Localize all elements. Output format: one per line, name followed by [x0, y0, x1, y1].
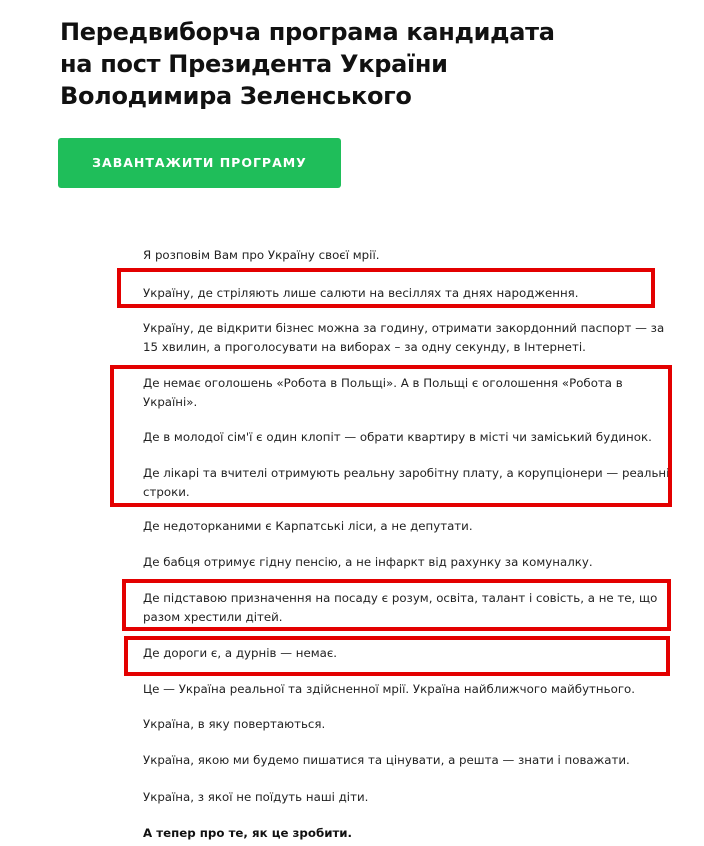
paragraph-line: Україну, де відкрити бізнес можна за годину, отримати закордонний паспорт — за	[143, 321, 665, 335]
paragraph-line: строки.	[143, 485, 190, 499]
paragraph-line: Де підставою призначення на посаду є розум, освіта, талант і совість, а не те, що	[143, 591, 658, 605]
highlight-box-fireworks	[117, 268, 655, 308]
page-title-line-2: на пост Президента України	[60, 50, 448, 78]
highlight-box-roads	[124, 636, 670, 676]
paragraph-line: Це — Україна реальної та здійсненної мрії. Україна найближчого майбутнього.	[143, 682, 635, 696]
download-program-button[interactable]: ЗАВАНТАЖИТИ ПРОГРАМУ	[58, 138, 341, 188]
paragraph-line: Де недоторканими є Карпатські ліси, а не депутати.	[143, 519, 473, 533]
paragraph-line: Я розповім Вам про Україну своєї мрії.	[143, 248, 380, 262]
highlight-box-poland-family-doctors	[110, 365, 672, 507]
paragraph-pension	[143, 553, 663, 572]
highlight-box-appointments	[122, 579, 671, 631]
paragraph-dream-intro	[143, 246, 663, 265]
paragraph-line: Україну, де стріляють лише салюти на весіллях та днях народження.	[143, 286, 579, 300]
paragraph-line: Україні».	[143, 395, 198, 409]
paragraph-business	[143, 319, 663, 357]
paragraph-line: Де бабця отримує гідну пенсію, а не інфаркт від рахунку за комуналку.	[143, 555, 593, 569]
paragraph-line: Де немає оголошень «Робота в Польщі». А в Польщі є оголошення «Робота в	[143, 376, 623, 390]
paragraph-line: Де дороги є, а дурнів — немає.	[143, 646, 338, 660]
paragraph-return	[143, 715, 663, 734]
paragraph-how-to	[143, 824, 663, 843]
paragraph-line: Де в молодої сім'ї є один клопіт — обрати квартиру в місті чи заміський будинок.	[143, 430, 652, 444]
page-title-line-1: Передвиборча програма кандидата	[60, 18, 555, 46]
paragraph-line: Україна, з якої не поїдуть наші діти.	[143, 790, 369, 804]
page-title-line-3: Володимира Зеленського	[60, 82, 412, 110]
paragraph-proud	[143, 751, 663, 770]
paragraph-line: А тепер про те, як це зробити.	[143, 826, 353, 840]
paragraph-line: Україна, якою ми будемо пишатися та цінувати, а решта — знати і поважати.	[143, 753, 630, 767]
paragraph-line: Україна, в яку повертаються.	[143, 717, 326, 731]
paragraph-line: 15 хвилин, а проголосувати на виборах – за одну секунду, в Інтернеті.	[143, 340, 586, 354]
paragraph-line: разом хрестили дітей.	[143, 610, 283, 624]
paragraph-children	[143, 788, 663, 807]
paragraph-line: Де лікарі та вчителі отримують реальну заробітну плату, а корупціонери — реальні	[143, 466, 670, 480]
paragraph-real-dream	[143, 680, 663, 699]
page-title	[60, 16, 660, 112]
paragraph-carpathian-forests	[143, 517, 663, 536]
